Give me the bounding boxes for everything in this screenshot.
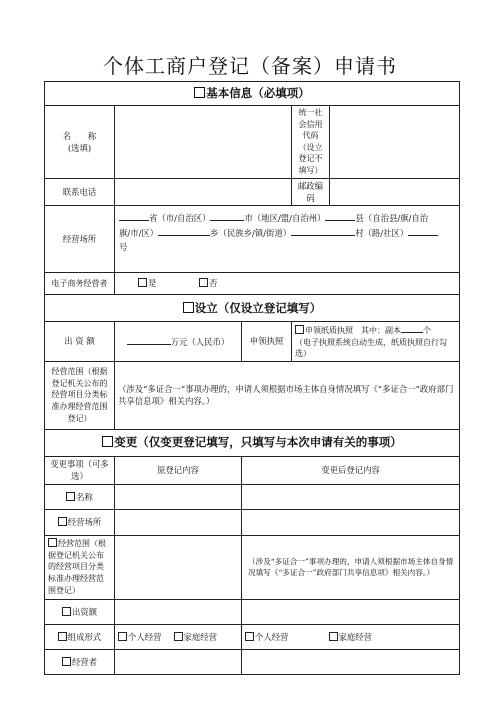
name-field[interactable]	[115, 106, 292, 179]
postcode-field[interactable]	[330, 178, 460, 205]
phone-row	[45, 178, 460, 205]
changed-individual-checkbox[interactable]	[245, 632, 254, 641]
original-content-header: 原登记内容	[115, 456, 242, 484]
name-changed-field[interactable]	[242, 484, 460, 509]
phone-field[interactable]	[115, 178, 292, 205]
ecommerce-row	[45, 272, 460, 294]
operator-changed-field[interactable]	[242, 649, 460, 674]
change-operator-checkbox[interactable]	[62, 657, 71, 666]
premises-original-field[interactable]	[115, 509, 242, 535]
form-changed-options: 个人经营 家庭经营	[242, 624, 460, 649]
change-name-item: 名称	[45, 484, 115, 509]
scope-field[interactable]: （涉及“多证合一”事项办理的，申请人须根据市场主体自身情况填写《“多证合一”政府部门共享信息项》相关内容。）	[115, 361, 460, 429]
scope-changed-field[interactable]: （涉及“多证合一”事项办理的，申请人须根据市场主体自身情况填写《“多证合一”政府部门共享信息项》相关内容。）	[242, 535, 460, 599]
scope-original-field[interactable]	[115, 535, 242, 599]
name-label: 名 称 (选填)	[45, 106, 115, 179]
change-capital-row	[45, 599, 460, 624]
premises-changed-field[interactable]	[242, 509, 460, 535]
operator-original-field[interactable]	[115, 649, 242, 674]
ecommerce-yes-checkbox[interactable]	[138, 278, 147, 287]
change-premises-row	[45, 509, 460, 535]
premises-row	[45, 205, 460, 272]
checkbox-icon	[183, 302, 194, 313]
license-options: 申领纸质执照 其中：副本 个 （电子执照系统自动生成，纸质执照自行勾选）	[292, 321, 460, 361]
capital-changed-field[interactable]	[242, 599, 460, 624]
change-scope-row	[45, 535, 460, 599]
capital-original-field[interactable]	[115, 599, 242, 624]
name-row	[45, 106, 460, 179]
registration-form	[44, 81, 460, 675]
scope-label: 经营范围（根据登记机关公布的经营项目分类标准办理经营范围登记）	[45, 361, 115, 429]
form-original-options: 个人经营 家庭经营	[115, 624, 242, 649]
change-name-row	[45, 484, 460, 509]
change-scope-checkbox[interactable]	[48, 538, 57, 547]
license-label: 申领执照	[242, 321, 292, 361]
change-premises-checkbox[interactable]	[58, 517, 67, 526]
capital-label: 出 资 额	[45, 321, 115, 361]
change-name-checkbox[interactable]	[66, 492, 75, 501]
change-premises-item: 经营场所	[45, 509, 115, 535]
original-family-checkbox[interactable]	[174, 632, 183, 641]
basic-info-header-row	[45, 82, 460, 106]
change-form-checkbox[interactable]	[58, 632, 67, 641]
basic-info-header: 基本信息（必填项）	[45, 82, 460, 106]
change-header-row	[45, 429, 460, 456]
ecommerce-no-checkbox[interactable]	[199, 278, 208, 287]
original-individual-checkbox[interactable]	[118, 632, 127, 641]
capital-row	[45, 321, 460, 361]
credit-code-field[interactable]	[330, 106, 460, 179]
setup-header-row	[45, 294, 460, 321]
checkbox-icon	[194, 87, 205, 98]
phone-label: 联系电话	[45, 178, 115, 205]
premises-label: 经营场所	[45, 205, 115, 272]
checkbox-icon	[102, 436, 113, 447]
change-operator-row	[45, 649, 460, 674]
name-original-field[interactable]	[115, 484, 242, 509]
postcode-label: 邮政编码	[292, 178, 330, 205]
change-capital-item: 出资额	[45, 599, 115, 624]
premises-address[interactable]: 省（市/自治区） 市（地区/盟/自治州） 县（自治县/旗/自治 旗/市/区） 乡（民族乡/镇/街道） 村（路/社区） 号	[115, 205, 460, 272]
change-header: 变更（仅变更登记填写，只填写与本次申请有关的事项）	[45, 429, 460, 456]
license-paper-checkbox[interactable]	[295, 325, 304, 334]
capital-field[interactable]: 万元（人民币）	[115, 321, 242, 361]
change-columns-row	[45, 456, 460, 484]
change-scope-item: 经营范围（根据登记机关公布的经营项目分类标准办理经营范围登记）	[45, 535, 115, 599]
change-item-header: 变更事项（可多选）	[45, 456, 115, 484]
ecommerce-options: 是 否	[115, 272, 460, 294]
change-operator-item: 经营者	[45, 649, 115, 674]
changed-content-header: 变更后登记内容	[242, 456, 460, 484]
ecommerce-label: 电子商务经营者	[45, 272, 115, 294]
credit-code-label: 统一社会信用代码（设立登记不填写）	[292, 106, 330, 179]
change-form-row	[45, 624, 460, 649]
form-title: 个体工商户登记（备案）申请书	[103, 54, 397, 78]
change-capital-checkbox[interactable]	[62, 607, 71, 616]
scope-row	[45, 361, 460, 429]
setup-header: 设立（仅设立登记填写）	[45, 294, 460, 321]
changed-family-checkbox[interactable]	[329, 632, 338, 641]
change-form-item: 组成形式	[45, 624, 115, 649]
